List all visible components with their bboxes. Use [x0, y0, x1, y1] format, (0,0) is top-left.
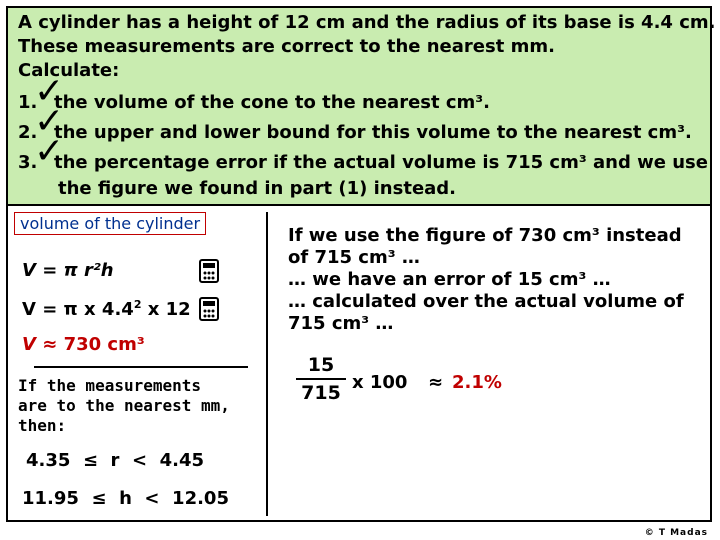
item-3-number: 3. [18, 152, 38, 173]
item-1-text: the volume of the cone to the nearest cm³. [54, 92, 491, 113]
question-line-3: Calculate: [18, 60, 120, 81]
note-line-2: are to the nearest mm, [18, 396, 230, 415]
note-line-3: then: [18, 416, 67, 435]
explanation-line-1: If we use the figure of 730 cm³ instead [288, 225, 682, 246]
formula-substituted [22, 298, 191, 320]
multiply-hundred: x 100 [352, 372, 408, 393]
check-mark-icon: ✓ [34, 71, 65, 112]
error-fraction [296, 354, 346, 404]
copyright-credit: © T Madas [644, 528, 708, 538]
item-3-text: the percentage error if the actual volume is 715 cm³ and we use [54, 152, 708, 173]
item-2-text: the upper and lower bound for this volume to the nearest cm³. [54, 122, 692, 143]
explanation-line-2: of 715 cm³ … [288, 247, 420, 268]
fraction-denominator: 715 [301, 382, 341, 404]
divider-rule [34, 366, 248, 368]
explanation-line-4: … calculated over the actual volume of [288, 291, 684, 312]
question-line-1: A cylinder has a height of 12 cm and the radius of its base is 4.4 cm. [18, 12, 716, 33]
percent-error: 2.1% [452, 372, 502, 393]
explanation-line-3: … we have an error of 15 cm³ … [288, 269, 611, 290]
calculator-icon [198, 296, 220, 327]
formula-exponent: 2 [133, 298, 142, 311]
calculator-icon [198, 258, 220, 289]
volume-result [22, 334, 145, 355]
height-bounds: 11.95 ≤ h < 12.05 [22, 488, 229, 509]
formula-substituted-left: V = π x 4.4 [22, 299, 134, 320]
approx-sign: ≈ [428, 372, 444, 393]
fraction-numerator: 15 [307, 354, 335, 376]
fraction-bar [296, 378, 346, 380]
radius-bounds: 4.35 ≤ r < 4.45 [26, 450, 204, 471]
question-line-2: These measurements are correct to the nearest mm. [18, 36, 555, 57]
volume-result-symbol: V ≈ [22, 334, 58, 355]
explanation-line-5: 715 cm³ … [288, 313, 394, 334]
item-1-number: 1. [18, 92, 38, 113]
item-3-text-cont: the figure we found in part (1) instead. [58, 178, 457, 199]
formula-substituted-right: x 12 [141, 299, 191, 320]
check-mark-icon: ✓ [34, 101, 65, 142]
check-mark-icon: ✓ [34, 131, 65, 172]
column-divider [266, 212, 268, 516]
volume-badge: volume of the cylinder [14, 212, 206, 235]
question-panel [8, 8, 716, 206]
note-line-1: If the measurements [18, 376, 202, 395]
formula-volume: V = π r²h [22, 260, 114, 281]
item-2-number: 2. [18, 122, 38, 143]
volume-result-value: 730 cm³ [63, 334, 145, 355]
